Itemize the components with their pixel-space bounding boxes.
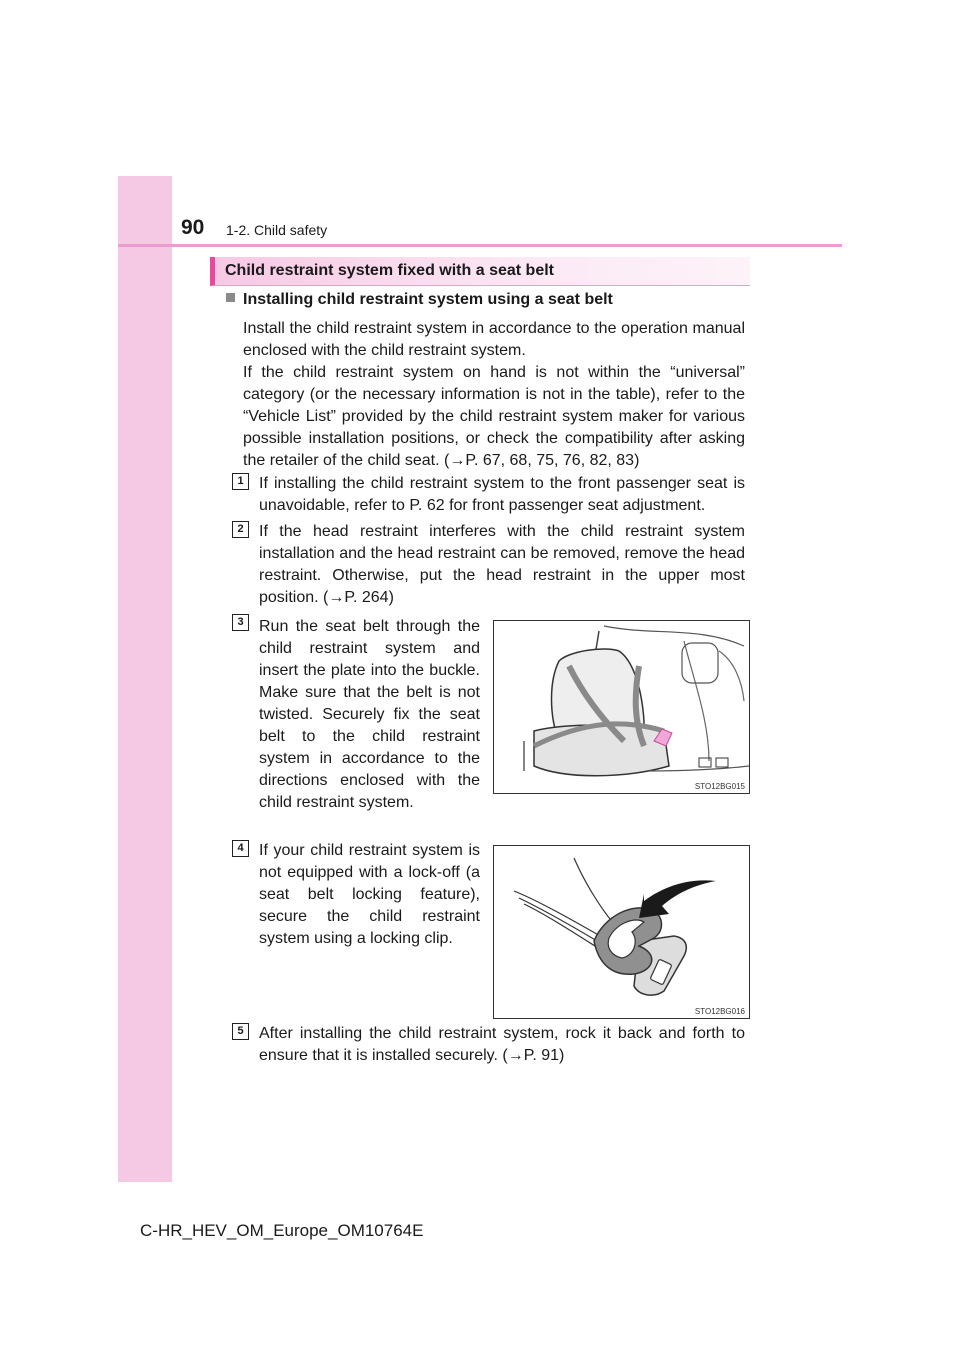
child-seat-illustration [494,621,749,793]
intro-paragraph: If the child restraint system on hand is not within the “universal” category (or the necessary information is not in the table), refer to the “Vehicle List” provided by the child restraint system maker for various possible installation positions, or check the compatibility after asking the retailer of the child seat. (→P. 67, 68, 75, 76, 82, 83) [243,364,745,469]
figure-locking-clip [493,845,750,1019]
step-number-4: 4 [232,840,249,857]
step-1-text: If installing the child restraint system to the front passenger seat is unavoidable, refer to P. 62 for front passenger seat adjustment. [259,475,745,514]
square-bullet-icon [226,293,235,302]
section-title: Child restraint system fixed with a seat belt [225,262,554,279]
locking-clip-illustration [494,846,749,1018]
step-number-3: 3 [232,614,249,631]
page-number: 90 [181,216,205,239]
intro-paragraph: Install the child restraint system in accordance to the operation manual enclosed with the child restraint system. [243,320,745,359]
side-tab-bar [118,176,172,1182]
step-number-2: 2 [232,521,249,538]
document-footer: C-HR_HEV_OM_Europe_OM10764E [140,1221,424,1240]
section-title-bar [210,257,750,286]
figure-child-seat [493,620,750,794]
intro-text [243,318,745,472]
step-number-5: 5 [232,1023,249,1040]
step-5-text: After installing the child restraint system, rock it back and forth to ensure that it is installed securely. (→P. 91) [259,1025,745,1064]
step-4-text: If your child restraint system is not equipped with a lock-off (a seat belt locking feature), secure the child restraint system using a locking clip. [259,842,480,947]
subheading [226,291,613,309]
subheading-text: Installing child restraint system using a seat belt [243,291,613,308]
section-label: 1-2. Child safety [226,222,328,238]
figure-code: STO12BG016 [694,1007,745,1016]
header-rule [118,244,842,247]
step-3-text: Run the seat belt through the child restraint system and insert the plate into the buckle. Make sure that the belt is not twisted. Securely fix the seat belt to the child restraint system in accordance to the directions enclosed with the child restraint system. [259,618,480,811]
step-2-text: If the head restraint interferes with the child restraint system installation and the head restraint can be removed, remove the head restraint. Otherwise, put the head restraint in the upper most position. (→P. 264) [259,523,745,606]
step-number-1: 1 [232,473,249,490]
figure-code: STO12BG015 [694,782,745,791]
